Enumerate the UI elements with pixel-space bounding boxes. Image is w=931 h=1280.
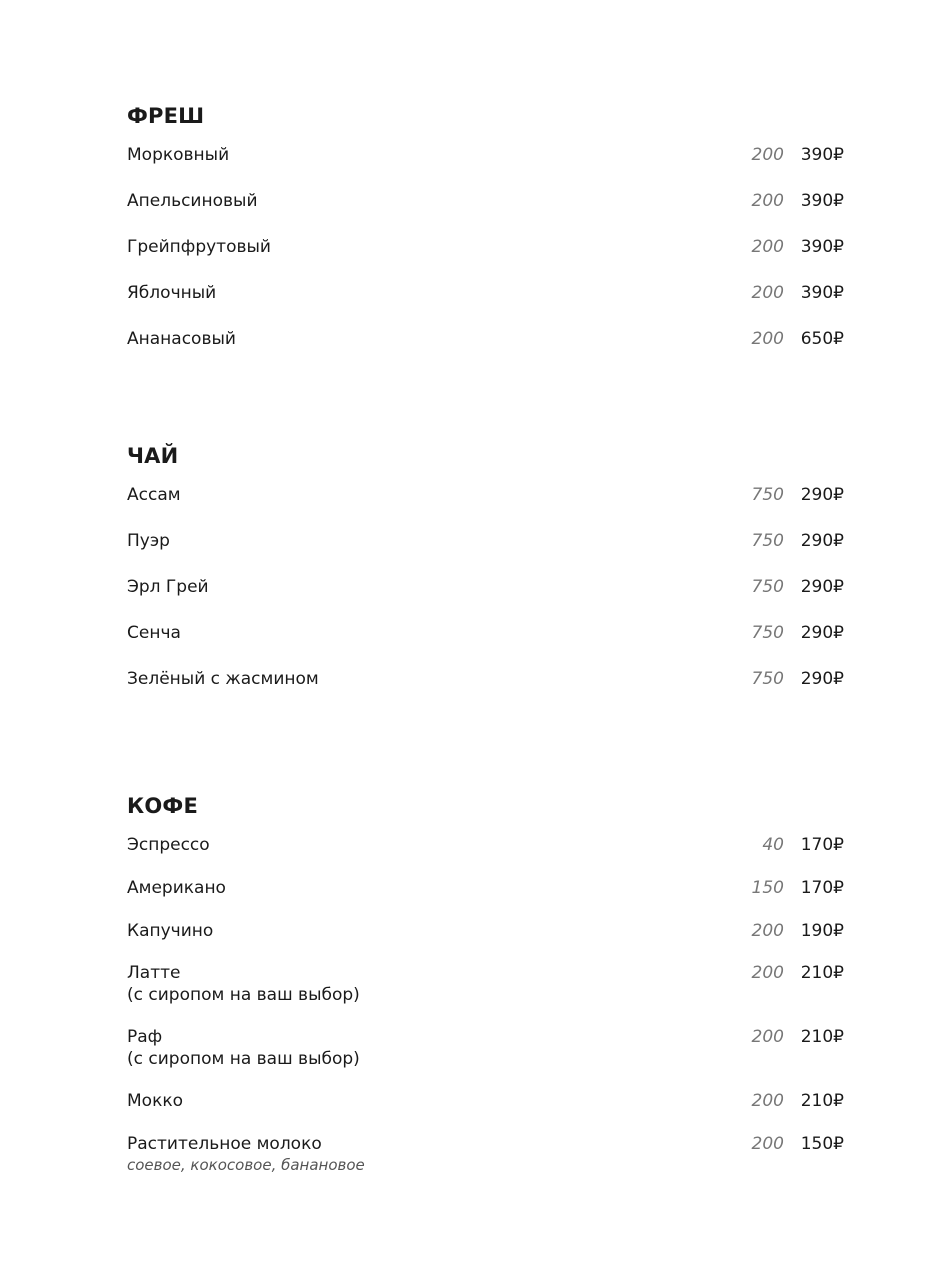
item-price: 290₽ (800, 485, 844, 505)
menu-item (127, 1026, 847, 1069)
section-title-fresh: ФРЕШ (127, 104, 205, 128)
item-volume: 750 (751, 577, 784, 597)
item-volume: 200 (751, 145, 784, 165)
item-name: Морковный (127, 145, 230, 165)
item-name: Мокко (127, 1091, 184, 1111)
item-volume: 200 (751, 1027, 784, 1047)
item-price: 210₽ (800, 963, 844, 983)
menu-item (127, 1133, 847, 1174)
item-name: Раф (127, 1027, 163, 1047)
item-note: (с сиропом на ваш выбор) (127, 1049, 360, 1069)
item-volume: 200 (751, 1091, 784, 1111)
item-price: 290₽ (800, 531, 844, 551)
menu-item (127, 962, 847, 1005)
item-name: Эрл Грей (127, 577, 209, 597)
section-title-tea: ЧАЙ (127, 444, 179, 468)
item-name: Сенча (127, 623, 181, 643)
item-volume: 150 (751, 878, 784, 898)
item-price: 190₽ (800, 921, 844, 941)
item-price: 210₽ (800, 1027, 844, 1047)
item-description: соевое, кокосовое, банановое (127, 1156, 365, 1174)
menu-item (127, 282, 847, 306)
item-volume: 750 (751, 623, 784, 643)
item-volume: 200 (751, 963, 784, 983)
item-price: 290₽ (800, 669, 844, 689)
item-name: Ассам (127, 485, 181, 505)
item-price: 170₽ (800, 878, 844, 898)
menu-item (127, 834, 847, 858)
item-name: Растительное молоко (127, 1134, 322, 1154)
item-volume: 750 (751, 531, 784, 551)
item-name: Капучино (127, 921, 214, 941)
item-name: Латте (127, 963, 181, 983)
item-name: Апельсиновый (127, 191, 258, 211)
item-note: (с сиропом на ваш выбор) (127, 985, 360, 1005)
item-price: 170₽ (800, 835, 844, 855)
menu-item (127, 530, 847, 554)
menu-item (127, 190, 847, 214)
menu-item (127, 576, 847, 600)
item-name: Зелёный с жасмином (127, 669, 319, 689)
item-price: 390₽ (800, 237, 844, 257)
item-volume: 200 (751, 283, 784, 303)
item-volume: 200 (751, 1134, 784, 1154)
menu-item (127, 328, 847, 352)
item-volume: 750 (751, 485, 784, 505)
item-price: 290₽ (800, 577, 844, 597)
item-price: 290₽ (800, 623, 844, 643)
item-price: 390₽ (800, 145, 844, 165)
item-price: 650₽ (800, 329, 844, 349)
item-name: Грейпфрутовый (127, 237, 271, 257)
item-name: Яблочный (127, 283, 217, 303)
item-price: 390₽ (800, 283, 844, 303)
item-name: Эспрессо (127, 835, 210, 855)
menu-item (127, 920, 847, 944)
item-volume: 40 (762, 835, 784, 855)
menu-item (127, 144, 847, 168)
menu-item (127, 484, 847, 508)
menu-item (127, 236, 847, 260)
item-price: 390₽ (800, 191, 844, 211)
item-volume: 200 (751, 921, 784, 941)
menu-item (127, 668, 847, 692)
item-volume: 200 (751, 191, 784, 211)
item-volume: 200 (751, 329, 784, 349)
item-price: 150₽ (800, 1134, 844, 1154)
menu-item (127, 622, 847, 646)
item-volume: 750 (751, 669, 784, 689)
section-title-coffee: КОФЕ (127, 794, 198, 818)
menu-item (127, 1090, 847, 1114)
item-name: Пуэр (127, 531, 170, 551)
item-name: Ананасовый (127, 329, 236, 349)
menu-item (127, 877, 847, 901)
item-volume: 200 (751, 237, 784, 257)
item-name: Американо (127, 878, 226, 898)
item-price: 210₽ (800, 1091, 844, 1111)
